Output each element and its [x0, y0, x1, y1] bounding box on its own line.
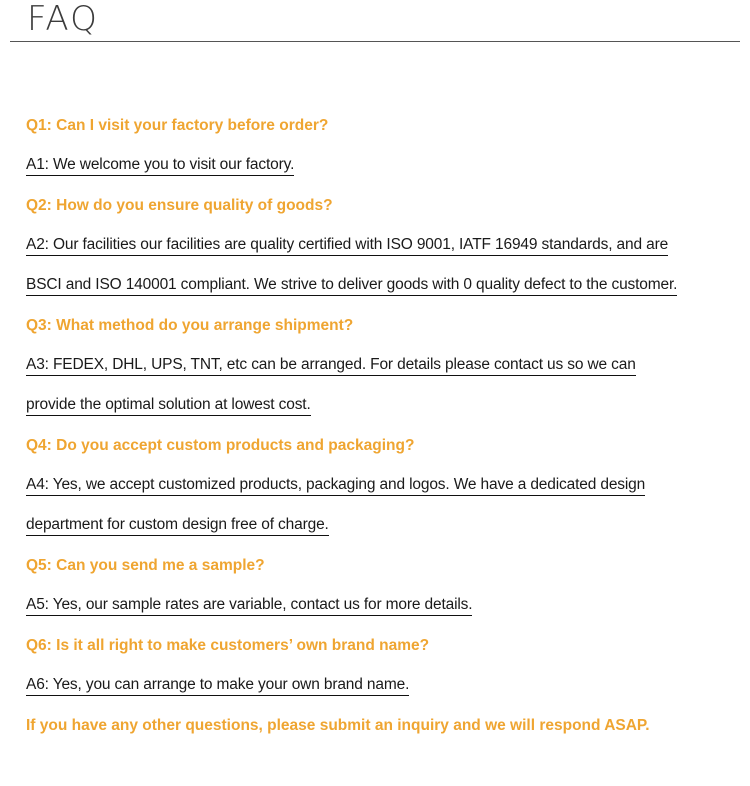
faq-answer-row	[26, 346, 741, 386]
title-divider	[10, 41, 740, 42]
faq-question-row	[26, 426, 741, 466]
faq-list	[26, 106, 741, 746]
faq-question-2: Q2: How do you ensure quality of goods?	[26, 197, 333, 214]
faq-answer-row	[26, 466, 741, 506]
faq-answer-3-line-1: A3: FEDEX, DHL, UPS, TNT, etc can be arranged. For details please contact us so we can	[26, 356, 636, 376]
faq-answer-2-line-1: A2: Our facilities our facilities are quality certified with ISO 9001, IATF 16949 standards, and are	[26, 236, 668, 256]
faq-answer-row	[26, 506, 741, 546]
faq-answer-6-line-1: A6: Yes, you can arrange to make your own brand name.	[26, 676, 409, 696]
faq-question-6: Q6: Is it all right to make customers’ own brand name?	[26, 637, 430, 654]
faq-question-row	[26, 306, 741, 346]
faq-answer-row	[26, 146, 741, 186]
faq-answer-row	[26, 586, 741, 626]
faq-answer-4-line-1: A4: Yes, we accept customized products, packaging and logos. We have a dedicated design	[26, 476, 645, 496]
faq-question-row	[26, 186, 741, 226]
page-title: FAQ	[27, 0, 99, 39]
faq-question-3: Q3: What method do you arrange shipment?	[26, 317, 354, 334]
faq-answer-row	[26, 666, 741, 706]
faq-answer-3-line-2: provide the optimal solution at lowest cost.	[26, 396, 311, 416]
faq-answer-row	[26, 386, 741, 426]
faq-answer-2-line-2: BSCI and ISO 140001 compliant. We strive to deliver goods with 0 quality defect to the customer.	[26, 276, 677, 296]
faq-closing-note: If you have any other questions, please submit an inquiry and we will respond ASAP.	[26, 717, 650, 734]
faq-question-row	[26, 546, 741, 586]
faq-answer-1-line-1: A1: We welcome you to visit our factory.	[26, 156, 294, 176]
faq-answer-4-line-2: department for custom design free of charge.	[26, 516, 329, 536]
faq-question-5: Q5: Can you send me a sample?	[26, 557, 265, 574]
faq-question-1: Q1: Can I visit your factory before order?	[26, 117, 329, 134]
faq-question-4: Q4: Do you accept custom products and packaging?	[26, 437, 415, 454]
faq-answer-row	[26, 266, 741, 306]
faq-question-row	[26, 106, 741, 146]
faq-closing-row	[26, 706, 741, 746]
faq-answer-5-line-1: A5: Yes, our sample rates are variable, contact us for more details.	[26, 596, 472, 616]
faq-answer-row	[26, 226, 741, 266]
faq-question-row	[26, 626, 741, 666]
